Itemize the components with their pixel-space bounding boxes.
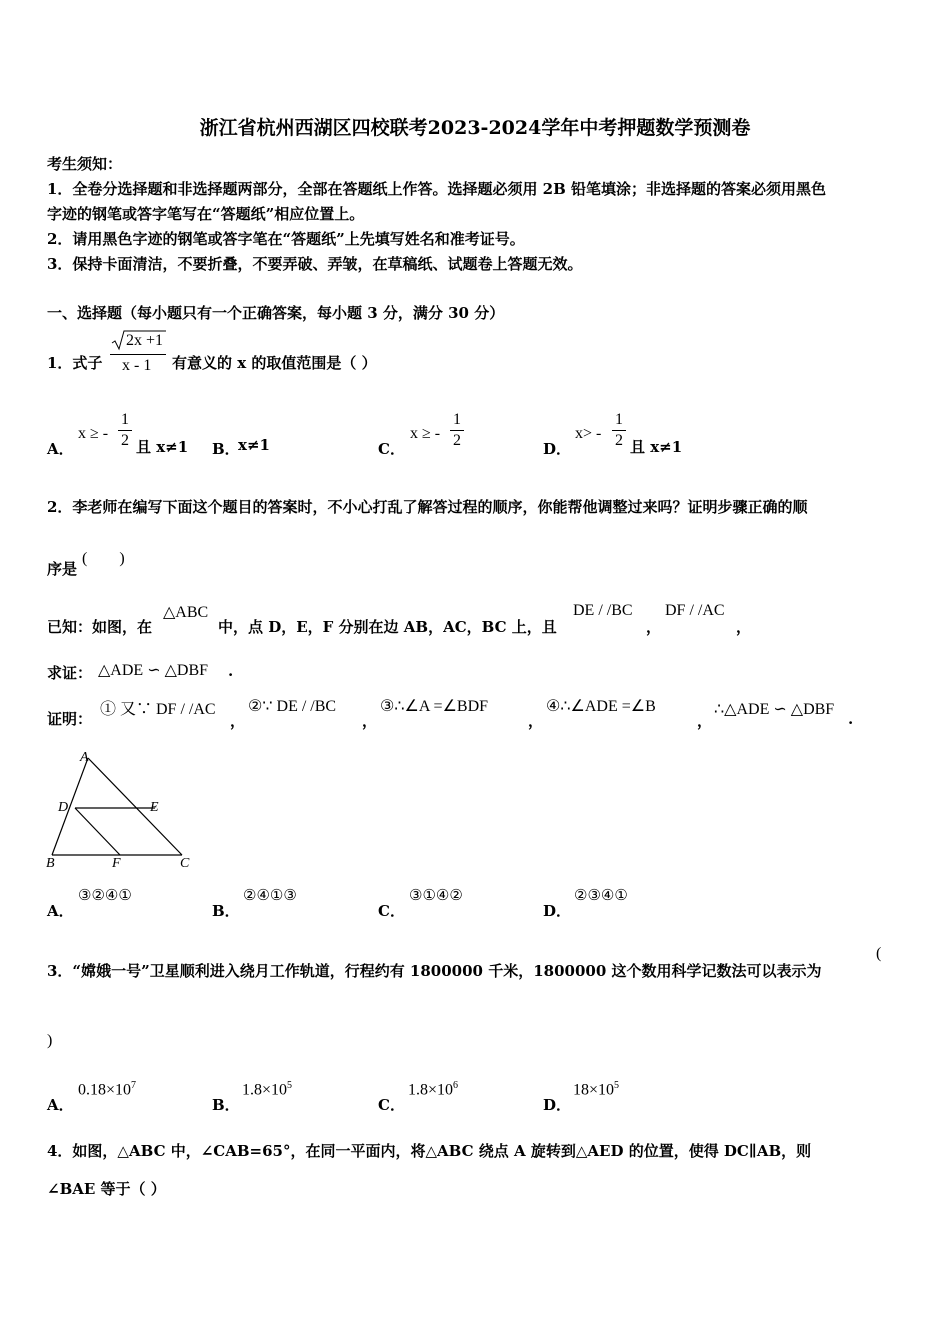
q2-cond-2: DF / /AC [665,602,725,619]
q2-step-2: ②∵ DE / /BC [248,698,337,715]
q3-option-b-value: $1.8\times 10^5$ [242,1080,293,1099]
notice-heading: 考生须知： [47,155,123,173]
q2-line-2: 序是 [47,560,78,578]
q1-option-a-label[interactable]: A． [47,440,74,458]
q2-option-a-text: ③②④① [78,888,132,904]
side-ac [88,758,182,855]
q3-option-d-value: $18\times 10^5$ [573,1080,620,1099]
q2-step-5: ∴△ADE ∽ △DBF [714,701,835,718]
q1-option-b-label[interactable]: B． [212,440,240,458]
q2-option-a-label[interactable]: A． [47,902,74,920]
q2-option-c-label[interactable]: C． [378,902,405,920]
q2-option-d-text: ②③④① [574,888,628,904]
label-d: D [58,800,69,815]
q3-option-b-label[interactable]: B． [212,1096,240,1114]
segment-df [75,808,120,855]
q2-option-b-label[interactable]: B． [212,902,240,920]
triangle-figure [40,748,210,873]
q2-step-3: ③∴∠A =∠BDF [380,698,489,715]
q1-option-d-math: x> - [575,425,602,442]
q1-denominator: x - 1 [122,357,152,374]
q3-option-a-value: $0.18\times 10^7$ [78,1080,137,1099]
q2-proof-comma-3: ， [528,712,544,730]
q2-triangle: △ABC [163,604,209,621]
page-title: 浙江省杭州西湖区四校联考2023-2024学年中考押题数学预测卷 [199,117,751,139]
q2-prove: △ADE ∽ △DBF [98,662,209,679]
notice-line-1a: 1．全卷分选择题和非选择题两部分，全部在答题纸上作答。选择题必须用 2B 铅笔填涂；非选择题的答案必须用黑色 [47,180,827,198]
notice-line-2: 2．请用黑色字迹的钢笔或答字笔在“答题纸”上先填写姓名和准考证号。 [47,230,525,248]
q3-close-paren: ) [47,1032,53,1049]
q2-proof-comma-2: ， [362,712,378,730]
q1-option-a-math: x ≥ - [78,425,109,442]
q2-proof-comma-4: ， [697,712,713,730]
q2-proof-dot: . [848,710,854,728]
q1-option-c-label[interactable]: C． [378,440,405,458]
label-c: C [180,856,190,871]
q1-option-c-fraction: 1 2 [450,410,464,451]
q1-suffix: 有意义的 x 的取值范围是（ ） [172,354,377,372]
q2-proof-comma-1: ， [230,712,246,730]
section-heading: 一、选择题（每小题只有一个正确答案，每小题 3 分，满分 30 分） [47,304,505,322]
q2-line-1: 2．李老师在编写下面这个题目的答案时，不小心打乱了解答过程的顺序，你能帮他调整过来吗？证明步骤正确的顺 [47,498,808,516]
q2-prove-label: 求证： [47,664,93,682]
q1-option-a-fraction: 1 2 [118,410,132,451]
q2-comma-2: ， [736,618,752,636]
label-a: A [80,750,89,765]
q2-proof-label: 证明： [47,710,93,728]
q1-option-d-fraction: 1 2 [612,410,626,451]
q1-fraction-bar [110,354,166,355]
q3-option-a-label[interactable]: A． [47,1096,74,1114]
q1-prefix: 1．式子 [47,354,103,372]
q4-line-2: ∠BAE 等于（ ） [47,1180,166,1198]
q4-line-1: 4．如图，△ABC 中，∠CAB=65°，在同一平面内，将△ABC 绕点 A 旋转到△AED 的位置，使得 DC∥AB，则 [47,1142,812,1160]
q2-step-1: ① 又∵ DF / /AC [100,701,216,718]
q1-option-d-tail: 且 x≠1 [630,438,683,456]
q3-open-paren: ( [876,945,882,962]
q2-prove-dot: . [228,662,234,680]
q2-option-b-text: ②④①③ [243,888,297,904]
q1-option-d-label[interactable]: D． [543,440,572,458]
q3-option-c-value: $1.8\times 10^6$ [408,1080,459,1099]
q1-option-c-math: x ≥ - [410,425,441,442]
q3-option-d-label[interactable]: D． [543,1096,572,1114]
q3-option-c-label[interactable]: C． [378,1096,405,1114]
q2-option-d-label[interactable]: D． [543,902,572,920]
q2-known: 已知：如图，在 [47,618,153,636]
q2-comma-1: ， [646,618,662,636]
q2-cond-1: DE / /BC [573,602,633,619]
notice-line-1b: 字迹的钢笔或答字笔写在“答题纸”相应位置上。 [47,205,365,223]
q1-fraction [108,328,168,378]
q2-paren: ( ) [82,550,125,567]
label-b: B [46,856,55,871]
label-f: F [112,856,121,871]
label-e: E [150,800,159,815]
q3-line-1: 3．“嫦娥一号”卫星顺利进入绕月工作轨道，行程约有 1800000 千米，1800000 这个数用科学记数法可以表示为 [47,962,822,980]
q1-numerator: 2x +1 [126,332,164,349]
q1-option-a-tail: 且 x≠1 [136,438,189,456]
q2-option-c-text: ③①④② [409,888,463,904]
q1-option-b-text: x≠1 [238,436,270,454]
q2-step-4: ④∴∠ADE =∠B [546,698,656,715]
q2-known-2: 中，点 D，E，F 分别在边 AB，AC，BC 上，且 [218,618,557,636]
notice-line-3: 3．保持卡面清洁，不要折叠，不要弄破、弄皱，在草稿纸、试题卷上答题无效。 [47,255,583,273]
